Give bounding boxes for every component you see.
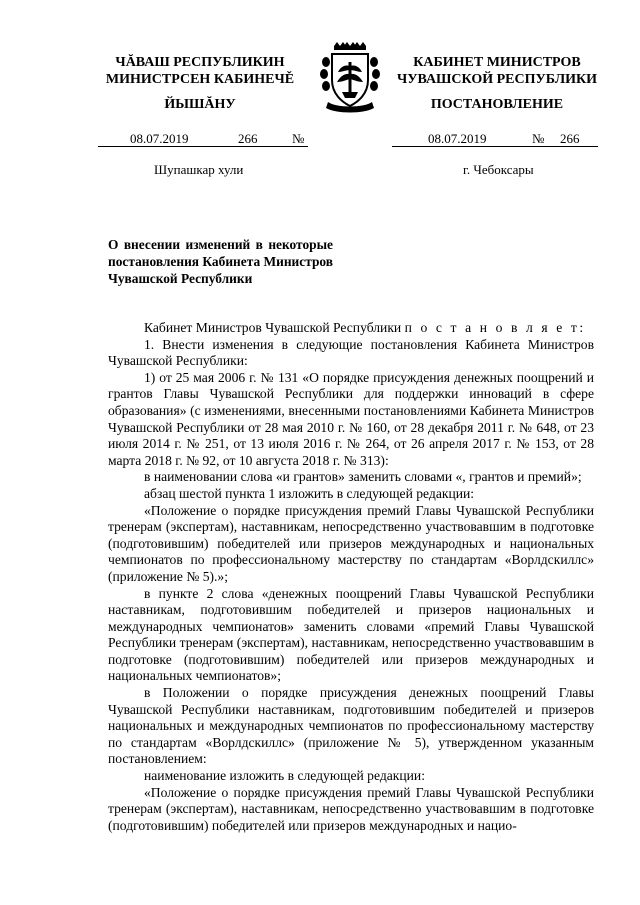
header-left-authority (100, 54, 300, 88)
doc-type-left: ЙЫШĂНУ (164, 97, 236, 112)
left-number-sign: № (292, 131, 305, 146)
right-date: 08.07.2019 (428, 131, 487, 146)
left-place: Шупашкар хули (154, 162, 244, 177)
body-intro-subject: Кабинет Министров Чувашской Республики (144, 320, 402, 335)
doc-type-right: ПОСТАНОВЛЕНИЕ (430, 97, 564, 112)
body-paragraph: в Положении о порядке присуждения денежных поощрений Главы Чувашской Республики наставникам, подготовившим победителей и призеров национальных и международных чемпионатов по профессиональному мастерству по стандартам «Ворлдскиллс» (приложение № 5), утвержденном указанным постановлением: (108, 685, 594, 767)
right-number: 266 (560, 131, 580, 146)
right-number-sign: № (532, 131, 545, 146)
right-place: г. Чебоксары (463, 162, 534, 177)
emblem-hops-left (320, 57, 330, 91)
coat-of-arms-emblem (318, 40, 382, 114)
body-paragraph: «Положение о порядке присуждения премий Главы Чувашской Республики тренерам (экспертам), наставникам, непосредственно участвовавшим в подготовке (подготовившим) победителей или призеров международных и национальных чемпионатов по профессиональному мастерству по стандартам «Ворлдскиллс» (приложение № 5).»; (108, 502, 594, 584)
left-date: 08.07.2019 (130, 131, 189, 146)
body-intro-verb: п о с т а н о в л я е т: (404, 320, 586, 335)
body-intro (108, 320, 594, 337)
body-paragraph: в пункте 2 слова «денежных поощрений Главы Чувашской Республики наставникам, подготовившим победителей и призеров национальных и международных чемпионатов» заменить словами «премий Главы Чувашской Республики тренерам (экспертам), наставникам, непосредственно участвовавшим в подготовке (подготовившим) победителей или призеров международных и национальных чемпионатов»; (108, 585, 594, 684)
body-paragraph: «Положение о порядке присуждения премий Главы Чувашской Республики тренерам (экспертам), наставникам, непосредственно участвовавшим в подготовке (подготовившим) победителей или призеров международных и нацио- (108, 784, 594, 833)
header-left-line2: МИНИСТРСЕН КАБИНЕЧĚ (105, 72, 295, 87)
header-right-line1: КАБИНЕТ МИНИСТРОВ (413, 55, 581, 70)
emblem-hops-right (370, 57, 380, 91)
body-paragraph: абзац шестой пункта 1 изложить в следующей редакции: (144, 485, 475, 501)
left-number: 266 (238, 131, 258, 146)
emblem-crowns (334, 42, 366, 50)
right-registration-line (392, 131, 598, 147)
document-body (108, 320, 594, 834)
left-registration-line (98, 131, 308, 147)
header-left-line1: ЧĂВАШ РЕСПУБЛИКИН (115, 55, 285, 70)
document-subject: О внесении изменений в некоторые постановления Кабинета Министров Чувашской Республики (108, 237, 333, 286)
header-right-line2: ЧУВАШСКОЙ РЕСПУБЛИКИ (396, 72, 598, 87)
body-paragraph: наименование изложить в следующей редакции: (144, 768, 425, 784)
body-paragraph: 1. Внести изменения в следующие постановления Кабинета Министров Чувашской Республики: (108, 336, 594, 369)
header-right-authority (392, 54, 602, 88)
body-paragraph: 1) от 25 мая 2006 г. № 131 «О порядке присуждения денежных поощрений и грантов Главы Чувашской Республики для поддержки инноваций в сфере образования» (с изменениями, внесенными постановлениями Кабинета Министров Чувашской Республики от 28 мая 2010 г. № 160, от 28 декабря 2011 г. № 648, от 23 июля 2014 г. № 251, от 13 июля 2016 г. № 264, от 26 апреля 2017 г. № 153, от 28 марта 2018 г. № 92, от 10 августа 2018 г. № 313): (108, 369, 594, 468)
body-paragraph: в наименовании слова «и грантов» заменить словами «, грантов и премий»; (144, 469, 582, 485)
